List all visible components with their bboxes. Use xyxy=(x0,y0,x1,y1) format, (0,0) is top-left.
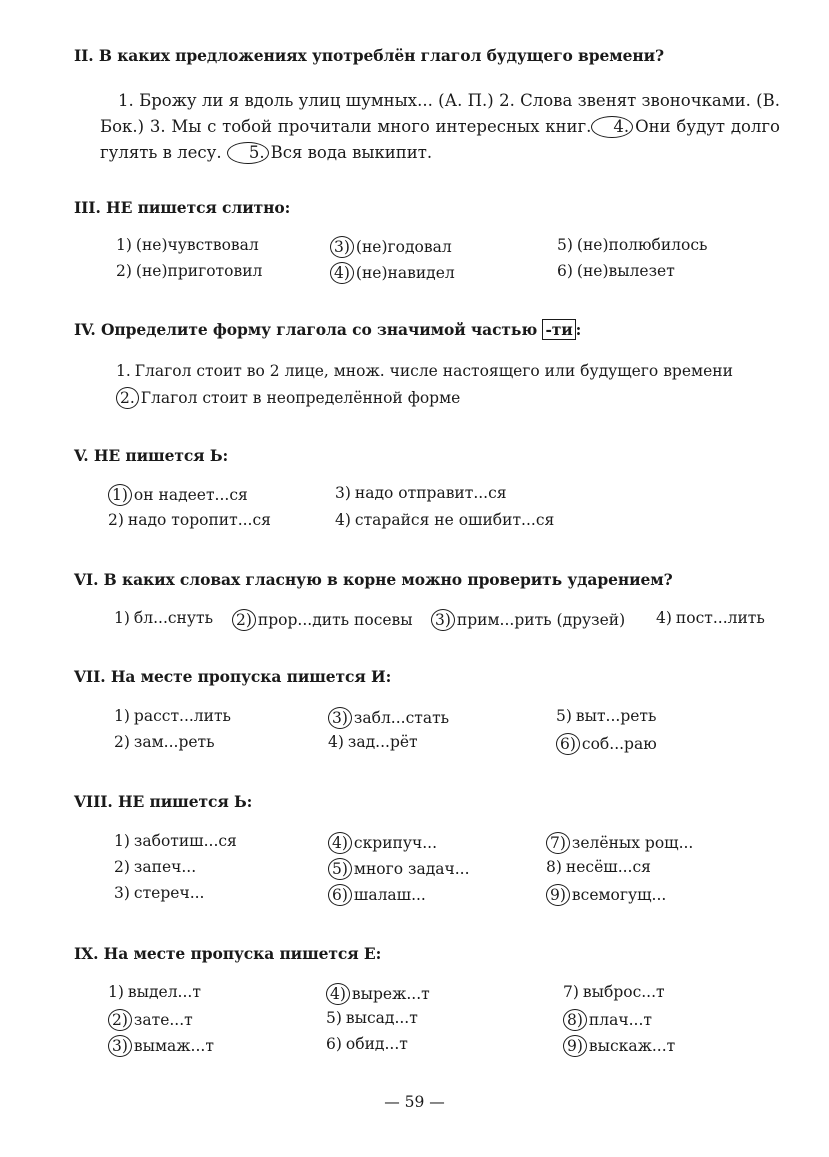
option-text: выскаж...т xyxy=(588,1037,676,1055)
option-number: 1) xyxy=(114,832,130,850)
section-title: Определите форму глагола со значимой частью xyxy=(100,320,538,339)
option-text: соб...раю xyxy=(581,735,657,753)
option-number: 3) xyxy=(114,884,130,902)
option-text: забл...стать xyxy=(353,709,450,727)
answer-option xyxy=(335,511,554,529)
circled-option-number: 2) xyxy=(108,1009,132,1031)
answer-option xyxy=(328,858,470,880)
sentence-1-3: 1. Брожу ли я вдоль улиц шумных... (А. П.) 2. Слова звенят звоночками. (В. Бок.) 3. Мы с тобой прочитали много интересных книг. xyxy=(100,91,780,136)
option-text: (не)вылезет xyxy=(576,262,675,280)
answer-option xyxy=(114,884,204,902)
circled-option-number: 4) xyxy=(326,983,350,1005)
answer-option xyxy=(330,236,452,258)
answer-option xyxy=(431,609,625,631)
answer-option xyxy=(557,262,675,280)
circled-option-number: 3) xyxy=(328,707,352,729)
option-number: 4) xyxy=(328,733,344,751)
section-numeral: II. xyxy=(74,46,94,65)
answer-option xyxy=(328,707,449,729)
title-punct: : xyxy=(575,320,582,339)
answer-option xyxy=(116,387,460,409)
circled-option-number: 9) xyxy=(546,884,570,906)
circled-option-number: 7) xyxy=(546,832,570,854)
answer-option xyxy=(563,1009,652,1031)
circled-option-number: 3) xyxy=(431,609,455,631)
circled-answer: 4. xyxy=(591,116,633,138)
option-number: 5) xyxy=(557,236,573,254)
option-text: зад...рёт xyxy=(347,733,418,751)
option-text: (не)полюбилось xyxy=(576,236,708,254)
option-text: несёш...ся xyxy=(565,858,651,876)
section-numeral: VIII. xyxy=(74,792,113,811)
answer-option xyxy=(326,1035,408,1053)
circled-option-number: 2. xyxy=(116,387,139,409)
section-title: На месте пропуска пишется И: xyxy=(110,667,392,686)
option-number: 4) xyxy=(656,609,672,627)
circled-option-number: 3) xyxy=(330,236,354,258)
answer-option xyxy=(546,858,651,876)
circled-option-number: 9) xyxy=(563,1035,587,1057)
option-number: 2) xyxy=(114,858,130,876)
circled-option-number: 2) xyxy=(232,609,256,631)
section-heading-vi xyxy=(74,570,673,589)
option-text: шалаш... xyxy=(353,886,426,904)
option-text: вымаж...т xyxy=(133,1037,214,1055)
option-number: 5) xyxy=(556,707,572,725)
circled-option-number: 6) xyxy=(328,884,352,906)
option-text: плач...т xyxy=(588,1011,652,1029)
answer-option xyxy=(328,832,437,854)
sentence-5: Вся вода выкипит. xyxy=(270,143,433,162)
answer-option xyxy=(114,609,213,627)
option-number: 1. xyxy=(116,362,131,380)
circled-option-number: 8) xyxy=(563,1009,587,1031)
answer-option xyxy=(108,1009,193,1031)
answer-option xyxy=(563,983,665,1001)
option-text: всемогущ... xyxy=(571,886,667,904)
answer-option xyxy=(328,733,418,751)
option-number: 5) xyxy=(326,1009,342,1027)
sentence-4: Они будут долго гулять в лесу. xyxy=(100,117,780,162)
circled-option-number: 5) xyxy=(328,858,352,880)
option-number: 4) xyxy=(335,511,351,529)
circled-option-number: 3) xyxy=(108,1035,132,1057)
section-title: На месте пропуска пишется Е: xyxy=(103,944,382,963)
option-text: выброс...т xyxy=(582,983,665,1001)
option-number: 1) xyxy=(116,236,132,254)
option-number: 1) xyxy=(114,707,130,725)
answer-option xyxy=(563,1035,675,1057)
option-text: Глагол стоит в неопределённой форме xyxy=(140,389,461,407)
answer-option xyxy=(114,858,196,876)
answer-option xyxy=(328,884,426,906)
answer-option xyxy=(556,733,657,755)
option-text: скрипуч... xyxy=(353,834,438,852)
option-text: старайся не ошибит...ся xyxy=(354,511,555,529)
option-text: надо отправит...ся xyxy=(354,484,507,502)
answer-option xyxy=(326,1009,418,1027)
option-number: 3) xyxy=(335,484,351,502)
answer-option xyxy=(557,236,707,254)
option-text: (не)приготовил xyxy=(135,262,263,280)
option-text: расст...лить xyxy=(133,707,231,725)
section-title: НЕ пишется слитно: xyxy=(106,198,291,217)
option-text: бл...снуть xyxy=(133,609,214,627)
section-numeral: V. xyxy=(74,446,89,465)
page-number: — 59 — xyxy=(384,1093,445,1111)
option-text: выдел...т xyxy=(127,983,201,1001)
section-numeral: VII. xyxy=(74,667,106,686)
circled-option-number: 1) xyxy=(108,484,132,506)
answer-option xyxy=(656,609,765,627)
section-heading-ii xyxy=(74,46,664,65)
option-text: прор...дить посевы xyxy=(257,611,413,629)
section-numeral: III. xyxy=(74,198,101,217)
answer-option xyxy=(116,262,262,280)
option-text: обид...т xyxy=(345,1035,408,1053)
answer-option xyxy=(108,1035,214,1057)
option-text: Глагол стоит во 2 лице, множ. числе настоящего или будущего времени xyxy=(134,362,733,380)
boxed-suffix: -ти xyxy=(542,319,575,340)
circled-option-number: 4) xyxy=(328,832,352,854)
option-text: зате...т xyxy=(133,1011,193,1029)
option-text: запеч... xyxy=(133,858,197,876)
answer-option xyxy=(114,733,215,751)
option-text: заботиш...ся xyxy=(133,832,237,850)
option-text: выт...реть xyxy=(575,707,657,725)
section-heading-vii xyxy=(74,667,391,686)
option-number: 2) xyxy=(114,733,130,751)
answer-option xyxy=(114,832,237,850)
option-text: надо торопит...ся xyxy=(127,511,271,529)
section-title: В каких предложениях употреблён глагол будущего времени? xyxy=(98,46,664,65)
answer-option xyxy=(232,609,413,631)
option-number: 2) xyxy=(108,511,124,529)
answer-option xyxy=(108,484,248,506)
section-ii-paragraph xyxy=(100,88,780,166)
option-number: 1) xyxy=(108,983,124,1001)
option-number: 1) xyxy=(114,609,130,627)
section-heading-viii xyxy=(74,792,252,811)
answer-option xyxy=(330,262,455,284)
option-text: зелёных рощ... xyxy=(571,834,694,852)
answer-option xyxy=(326,983,430,1005)
option-text: (не)годовал xyxy=(355,238,452,256)
answer-option xyxy=(556,707,656,725)
option-number: 8) xyxy=(546,858,562,876)
section-numeral: VI. xyxy=(74,570,99,589)
answer-option xyxy=(116,236,259,254)
answer-option xyxy=(116,362,733,380)
answer-option xyxy=(108,511,271,529)
option-text: стереч... xyxy=(133,884,205,902)
option-text: он надеет...ся xyxy=(133,486,248,504)
option-text: выреж...т xyxy=(351,985,430,1003)
circled-option-number: 4) xyxy=(330,262,354,284)
circled-option-number: 6) xyxy=(556,733,580,755)
option-text: (не)чувствовал xyxy=(135,236,259,254)
answer-option xyxy=(335,484,507,502)
option-text: прим...рить (друзей) xyxy=(456,611,626,629)
option-number: 2) xyxy=(116,262,132,280)
section-title: НЕ пишется Ь: xyxy=(117,792,253,811)
section-numeral: IV. xyxy=(74,320,96,339)
option-text: много задач... xyxy=(353,860,470,878)
option-number: 6) xyxy=(557,262,573,280)
circled-answer: 5. xyxy=(227,142,269,164)
section-heading-v xyxy=(74,446,228,465)
answer-option xyxy=(546,832,693,854)
section-heading-ix xyxy=(74,944,381,963)
answer-option xyxy=(108,983,201,1001)
option-text: пост...лить xyxy=(675,609,765,627)
answer-option xyxy=(546,884,666,906)
answer-option xyxy=(114,707,231,725)
option-text: (не)навидел xyxy=(355,264,455,282)
option-number: 6) xyxy=(326,1035,342,1053)
section-heading-iii xyxy=(74,198,290,217)
section-heading-iv xyxy=(74,320,581,339)
section-title: В каких словах гласную в корне можно проверить ударением? xyxy=(103,570,673,589)
option-number: 7) xyxy=(563,983,579,1001)
option-text: высад...т xyxy=(345,1009,418,1027)
section-numeral: IX. xyxy=(74,944,99,963)
option-text: зам...реть xyxy=(133,733,215,751)
section-title: НЕ пишется Ь: xyxy=(93,446,229,465)
